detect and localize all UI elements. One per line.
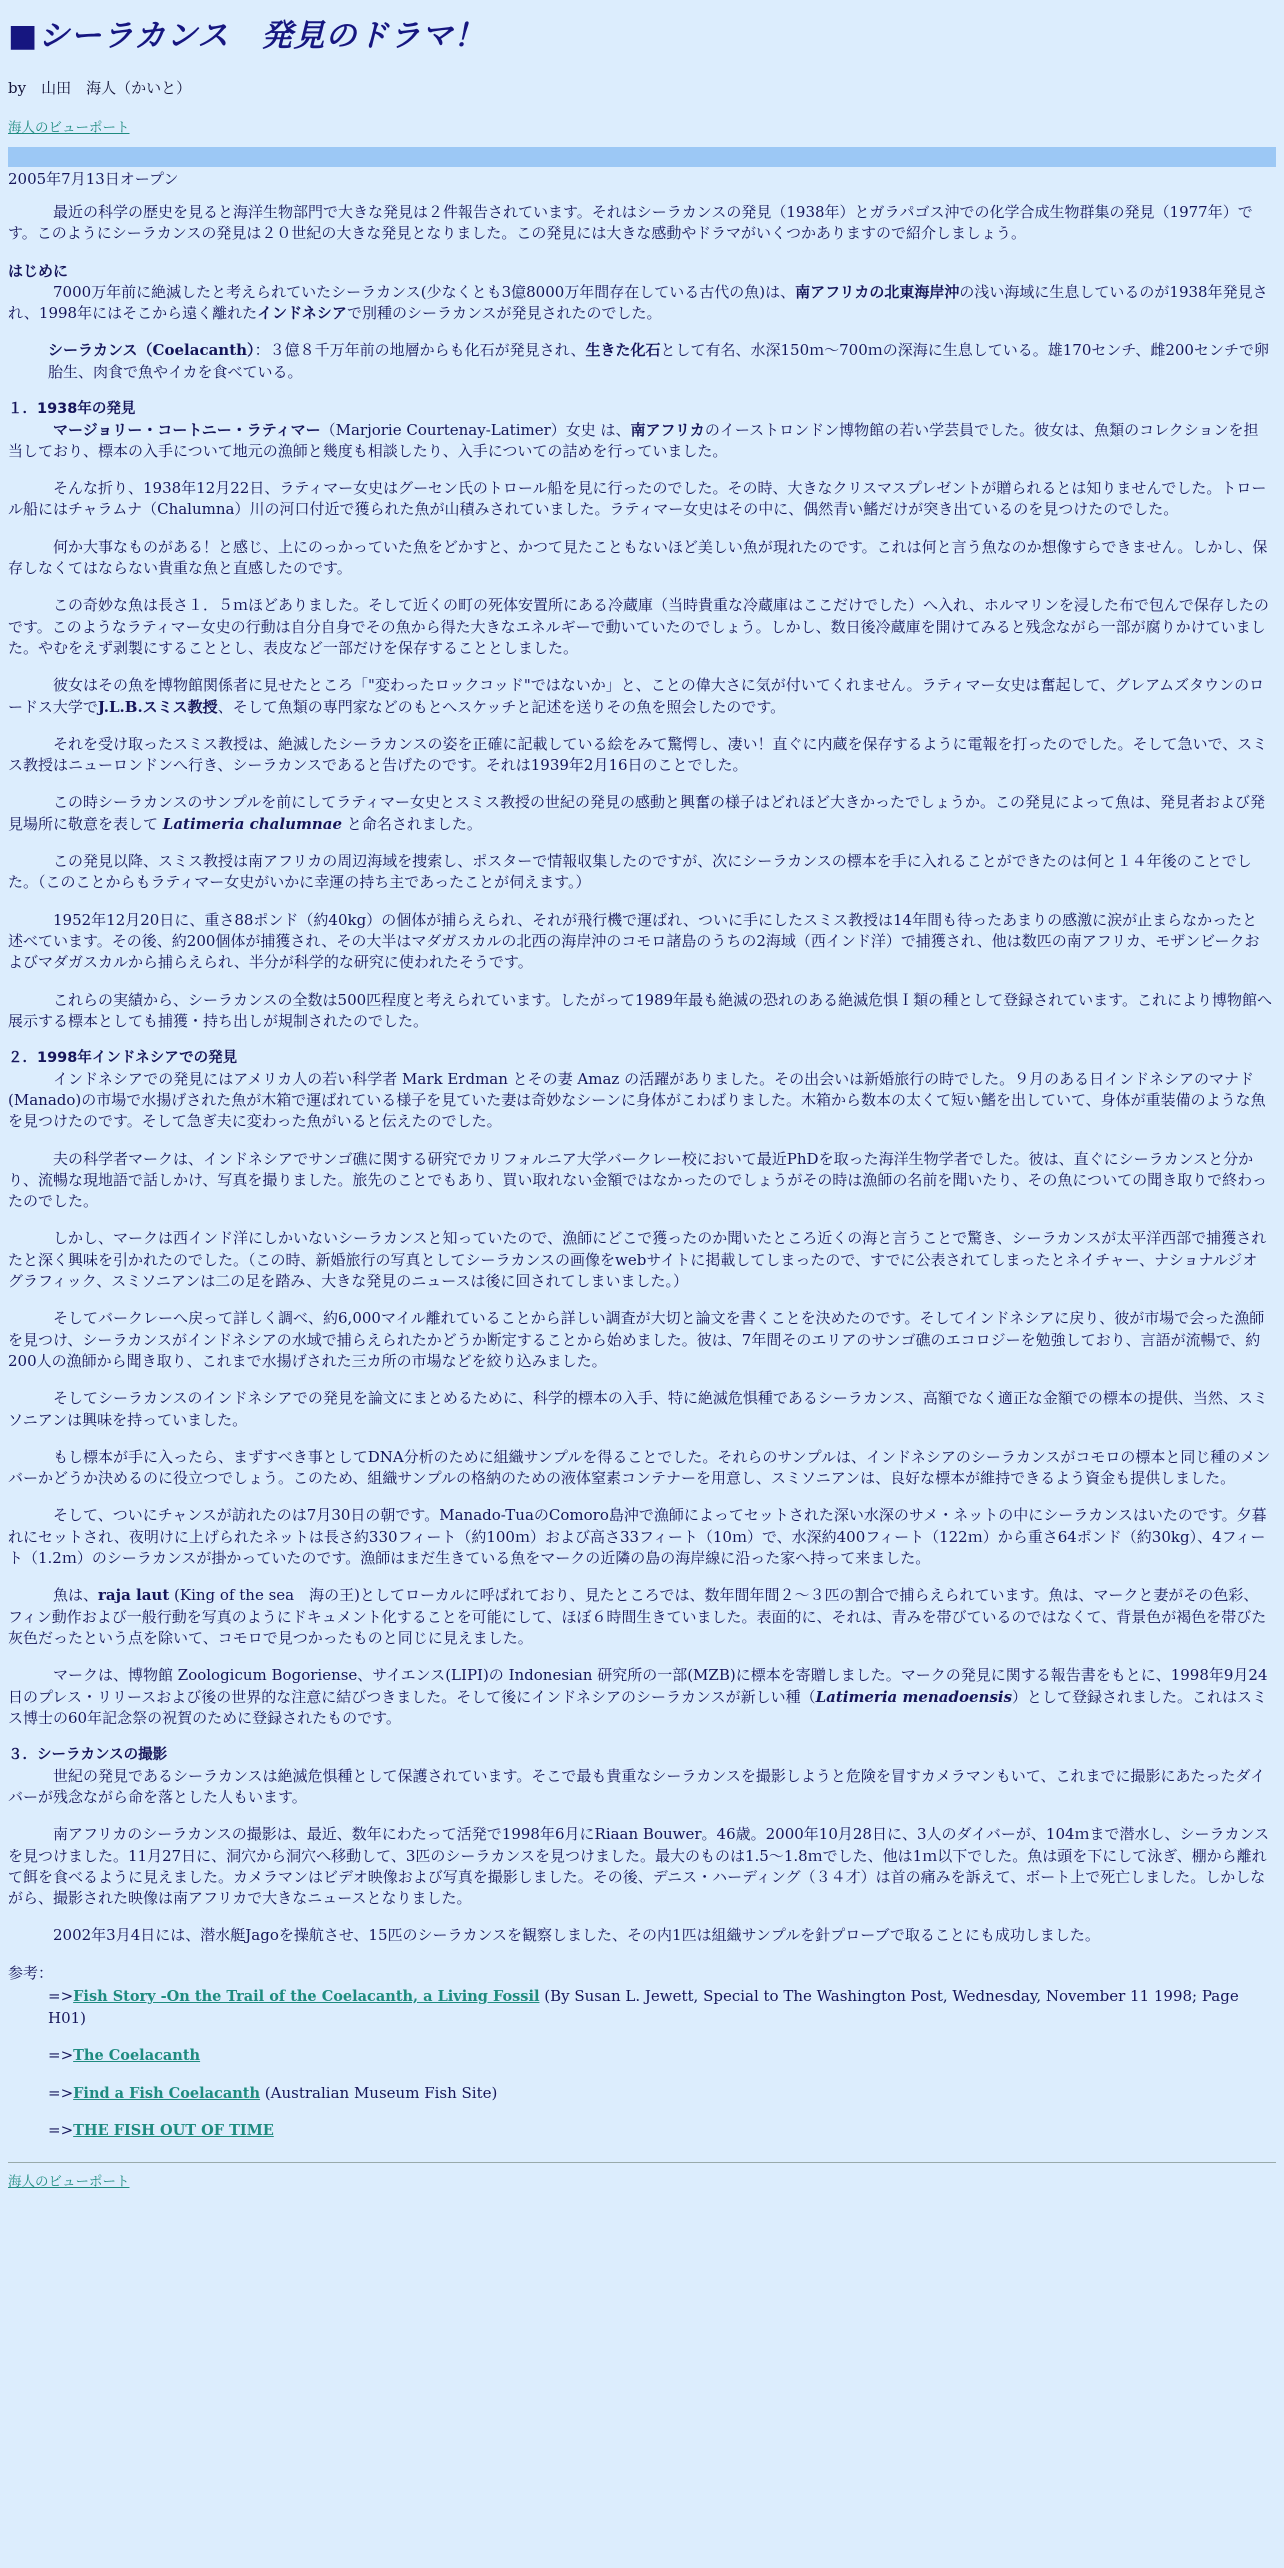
ref-prefix: =>: [48, 2121, 74, 2140]
text: この時シーラカンスのサンプルを前にしてラティマー女史とスミス教授の世紀の発見の感動と興奮の様子はどれほど大きかったでしょうか。この発見によって魚は、発見者および発見場所に敬意を表して: [8, 793, 1266, 833]
reference-note: (By Susan L. Jewett, Special to The Washington Post, Wednesday, November 11 1998; Page H01): [48, 1987, 1239, 2027]
sec2-paragraph-9: [8, 1665, 1276, 1729]
text: ）として登録されました。これはスミス博士の60年記念祭の祝賀のために登録されたものです。: [8, 1687, 1268, 1727]
viewport-link-top[interactable]: 海人のビューポート: [8, 120, 130, 137]
text: マークは、博物館 Zoologicum Bogoriense、サイエンス(LIPI)の Indonesian 研究所の一部(MZB)に標本を寄贈しました。マークの発見に関する報告書をもとに、1998年9月24日のプレス・リリースおよび後の世界的な注意に結びつきました。そして後にインドネシアのシーラカンスが新しい種（: [8, 1666, 1268, 1706]
text-bold: インドネシア: [257, 304, 347, 323]
page-title: ■シーラカンス 発見のドラマ！: [8, 18, 486, 54]
species-name: Latimeria menadoensis: [815, 1687, 1013, 1706]
sec1-paragraph-9: 1952年12月20日に、重さ88ポンド（約40kg）の個体が捕らえられ、それが飛行機で運ばれ、ついに手にしたスミス教授は14年間も待ったあまりの感激に涙が止まらなかったと述べています。その後、約200個体が捕獲され、その大半はマダガスカルの北西の海岸沖のコモロ諸島のうちの2海域（西インド洋）で捕獲され、他は数匹の南アフリカ、モザンビークおよびマダガスカルから捕らえられ、半分が科学的な研究に使われたそうです。: [8, 910, 1260, 972]
text: で別種のシーラカンスが発見されたのでした。: [346, 304, 662, 323]
hajimeni-paragraph-1: [8, 282, 1276, 325]
reference-item: [8, 2083, 1276, 2105]
text-bold: マージョリー・コートニー・ラティマー: [53, 420, 321, 439]
sec1-paragraph-7: [8, 792, 1276, 835]
reference-note: (Australian Museum Fish Site): [260, 2083, 498, 2102]
species-name: Latimeria chalumnae: [162, 814, 343, 833]
text: ：３億８千万年前の地層からも化石が発見され、: [254, 341, 586, 360]
section-intro: [8, 261, 1276, 383]
sec1-paragraph-2: そんな折り、1938年12月22日、ラティマー女史はグーセン氏のトロール船を見に行ったのでした。その時、大きなクリスマスプレゼントが贈られるとは知りませんでした。トロール船にはチャラムナ（Chalumna）川の河口付近で獲られた魚が山積みされていました。ラティマー女史はその中に、偶然青い鰭だけが突き出ているのを見つけたのでした。: [8, 479, 1267, 519]
sec2-paragraph-6: もし標本が手に入ったら、まずすべき事としてDNA分析のために組織サンプルを得ることでした。それらのサンプルは、インドネシアのシーラカンスがコモロの標本と同じ種のメンバーかどうか決めるのに役立つでしょう。このため、組織サンプルの格納のための液体窒素コンテナーを用意し、スミソニアンは、良好な標本が維持できるよう資金も提供しました。: [8, 1447, 1271, 1488]
text-bold: シーラカンス（Coelacanth）: [48, 341, 255, 360]
ref-prefix: =>: [48, 1987, 74, 2006]
section-filming: [8, 1745, 1276, 1947]
section-title-hajimeni: はじめに: [8, 261, 69, 280]
section-1938: [8, 399, 1276, 1032]
text-bold: 南アフリカ: [630, 420, 705, 439]
text: (King of the sea 海の王)としてローカルに呼ばれており、見たところでは、数年間年間２～３匹の割合で捕らえられています。魚は、マークと妻がその色彩、フィン動作および一般行動を写真のようにドキュメント化することを可能にして、ほぼ６時間生きていました。表面的に、それは、青みを帯びているのではなくて、背景色が褐色を帯びた灰色だったという点を除いて、コモロで見つかったものと同じに見えました。: [8, 1586, 1267, 1647]
text: 魚は、: [53, 1586, 99, 1605]
sec1-paragraph-8: この発見以降、スミス教授は南アフリカの周辺海域を捜索し、ポスターで情報収集したのですが、次にシーラカンスの標本を手に入れることができたのは何と１４年後のことでした。（このことからもラティマー女史がいかに幸運の持ち主であったことが伺えます。）: [8, 852, 1252, 892]
text-bold: raja laut: [98, 1586, 170, 1605]
sec3-paragraph-2: 南アフリカのシーラカンスの撮影は、最近、数年にわたって活発で1998年6月にRiaan Bouwer。46歳。2000年10月28日に、3人のダイバーが、104ｍまで潜水し、シーラカンスを見つけました。11月27日に、洞穴から洞穴へ移動して、3匹のシーラカンスを見つけました。最大のものは1.5～1.8ｍでした、他は1ｍ以下でした。魚は頭を下にして泳ぎ、棚から離れて餌を食べるように見えました。カメラマンはビデオ映像および写真を撮影しました。その後、デニス・ハーディング（３４才）は首の痛みを訴えて、ボート上で死亡しました。しかしながら、撮影された映像は南アフリカで大きなニュースとなりました。: [8, 1825, 1270, 1908]
section-1998: [8, 1048, 1276, 1729]
section-title-3: ３．シーラカンスの撮影: [8, 1747, 168, 1764]
divider-bar: [8, 147, 1276, 167]
sec1-paragraph-6: それを受け取ったスミス教授は、絶滅したシーラカンスの姿を正確に記載している絵をみて驚愕し、凄い！直ぐに内蔵を保存するように電報を打ったのでした。そして急いで、スミス教授はニューロンドンへ行き、シーラカンスであると告げたのです。それは1939年2月16日のことでした。: [8, 734, 1268, 775]
text-bold: 南アフリカの北東海岸沖: [795, 282, 960, 301]
hajimeni-paragraph-2: [8, 340, 1276, 383]
text-bold: J.L.B.スミス教授: [97, 697, 218, 716]
text-bold: 生きた化石: [585, 341, 661, 360]
sec1-paragraph-3: 何か大事なものがある！と感じ、上にのっかっていた魚をどかすと、かつて見たこともないほど美しい魚が現れたのです。これは何と言う魚なのか想像すらできません。しかし、保存しなくてはならない貴重な魚と直感したのです。: [8, 537, 1268, 578]
sec2-paragraph-5: そしてシーラカンスのインドネシアでの発見を論文にまとめるために、科学的標本の入手、特に絶滅危惧種であるシーラカンス、高額でなく適正な金額での標本の提供、当然、スミソニアンは興味を持っていました。: [8, 1389, 1268, 1429]
text: として有名、水深150ｍ～700ｍの深海に生息している。雄170センチ、雌200センチで卵胎生、肉食で魚やイカを食べている。: [48, 341, 1269, 381]
ref-prefix: =>: [48, 2045, 74, 2064]
references-title: 参考：: [8, 1963, 54, 1982]
viewport-link-bottom[interactable]: 海人のビューポート: [8, 2173, 130, 2190]
reference-item: [8, 1986, 1276, 2029]
text: の浅い海域に生息しているのが1938年発見され、1998年にはそこから遠く離れた: [8, 282, 1268, 323]
footer-divider: [8, 2162, 1276, 2163]
sec2-paragraph-1: インドネシアでの発見にはアメリカ人の若い科学者 Mark Erdman とその妻 Amaz の活躍がありました。その出会いは新婚旅行の時でした。９月のある日インドネシアのマナド(Manado)の市場で水揚げされた魚が木箱で運ばれている様子を見ていた妻は奇妙なシーンに身体がこわばりました。木箱から数本の太くて短い鰭を出していて、身体が重装備のような魚を見つけたのです。そして急ぎ夫に変わった魚がいると伝えたのでした。: [8, 1069, 1266, 1131]
sec2-paragraph-3: しかし、マークは西インド洋にしかいないシーラカンスと知っていたので、漁師にどこで獲ったのか聞いたところ近くの海と言うことで驚き、シーラカンスが太平洋西部で捕獲されたと深く興味を引かれたのでした。（この時、新婚旅行の写真としてシーラカンスの画像をwebサイトに掲載してしまったので、すでに公表されてしまったとネイチャー、ナショナルジオグラフィック、スミソニアンは二の足を踏み、大きな発見のニュースは後に回されてしまいました。）: [8, 1229, 1267, 1291]
intro-paragraph: 最近の科学の歴史を見ると海洋生物部門で大きな発見は２件報告されています。それはシーラカンスの発見（1938年）とガラパゴス沖での化学合成生物群集の発見（1977年）です。このようにシーラカンスの発見は２０世紀の大きな発見となりました。この発見には大きな感動やドラマがいくつかありますので紹介しましょう。: [8, 202, 1253, 243]
reference-item: [8, 2045, 1276, 2067]
text: 彼女はその魚を博物館関係者に見せたところ「"変わったロックコッド"ではないか」と、ことの偉大さに気が付いてくれません。ラティマー女史は奮起して、グレアムズタウンのロードス大学で: [8, 676, 1265, 716]
open-date: 2005年7月13日オープン: [8, 169, 179, 188]
sec1-paragraph-10: これらの実績から、シーラカンスの全数は500匹程度と考えられています。したがって1989年最も絶滅の恐れのある絶滅危惧Ｉ類の種として登録されています。これにより博物館へ展示する標本としても捕獲・持ち出しが規制されたのでした。: [8, 990, 1272, 1030]
reference-link-fish-story[interactable]: Fish Story -On the Trail of the Coelacanth, a Living Fossil: [73, 1988, 540, 2006]
text: 7000万年前に絶滅したと考えられていたシーラカンス(少なくとも3億8000万年間存在している古代の魚)は、: [53, 282, 796, 301]
sec2-paragraph-2: 夫の科学者マークは、インドネシアでサンゴ礁に関する研究でカリフォルニア大学バークレー校において最近PhDを取った海洋生物学者でした。彼は、直ぐにシーラカンスと分かり、流暢な現地語で話しかけ、写真を撮りました。旅先のことでもあり、買い取れない金額ではなかったのでしょうがその時は漁師の名前を聞いたり、その魚についての聞き取りで終わったのでした。: [8, 1149, 1267, 1211]
sec2-paragraph-7: そして、ついにチャンスが訪れたのは7月30日の朝です。Manado-TuaのComoro島沖で漁師によってセットされた深い水深のサメ・ネットの中にシーラカンスはいたのです。夕暮れにセットされ、夜明けに上げられたネットは長さ約330フィート（約100ｍ）および高さ33フィート（10ｍ）で、水深約400フィート（122ｍ）から重さ64ポンド（約30kg）、4フィート（1.2ｍ）のシーラカンスが掛かっていたのです。漁師はまだ生きている魚をマークの近隣の島の海岸線に沿った家へ持って来ました。: [8, 1506, 1267, 1568]
sec1-paragraph-5: [8, 675, 1276, 718]
sec2-paragraph-8: [8, 1585, 1276, 1649]
section-title-2: ２．1998年インドネシアでの発見: [8, 1050, 238, 1067]
text: 、そして魚類の専門家などのもとへスケッチと記述を送りその魚を照会したのです。: [217, 697, 786, 716]
sec2-paragraph-4: そしてバークレーへ戻って詳しく調べ、約6,000マイル離れていることから詳しい調査が大切と論文を書くことを決めたのです。そしてインドネシアに戻り、彼が市場で会った漁師を見つけ、シーラカンスがインドネシアの水域で捕らえられたかどうか断定することから始めました。彼は、7年間そのエリアのサンゴ礁のエコロジーを勉強しており、言語が流暢で、約200人の漁師から聞き取り、これまで水揚げされた三カ所の市場などを絞り込みました。: [8, 1309, 1265, 1370]
sec3-paragraph-3: 2002年3月4日には、潜水艇Jagoを操航させ、15匹のシーラカンスを観察しました、その内1匹は組織サンプルを針プローブで取ることにも成功しました。: [53, 1926, 1100, 1945]
text: のイーストロンドン博物館の若い学芸員でした。彼女は、魚類のコレクションを担当しており、標本の入手について地元の漁師と幾度も相談したり、入手についての詰めを行っていました。: [8, 420, 1259, 460]
text: （Marjorie Courtenay-Latimer）女史 は、: [320, 420, 631, 439]
reference-link-coelacanth[interactable]: The Coelacanth: [73, 2046, 201, 2064]
sec1-paragraph-1: [8, 420, 1276, 463]
reference-link-find-a-fish[interactable]: Find a Fish Coelacanth: [73, 2084, 261, 2102]
sec1-paragraph-4: この奇妙な魚は長さ１．５ｍほどありました。そして近くの町の死体安置所にある冷蔵庫（当時貴重な冷蔵庫はここだけでした）へ入れ、ホルマリンを浸した布で包んで保存したのです。このようなラティマー女史の行動は自分自身でその魚から得た大きなエネルギーで動いていたのでしょう。しかし、数日後冷蔵庫を開けてみると残念ながら一部が腐りかけていました。やむをえず剥製にすることとし、表皮など一部だけを保存することとしました。: [8, 596, 1269, 657]
references: [8, 1963, 1276, 2142]
reference-link-fish-out-of-time[interactable]: THE FISH OUT OF TIME: [73, 2122, 274, 2140]
reference-item: [8, 2120, 1276, 2142]
ref-prefix: =>: [48, 2083, 74, 2102]
sec3-paragraph-1: 世紀の発見であるシーラカンスは絶滅危惧種として保護されています。そこで最も貴重なシーラカンスを撮影しようと危険を冒すカメラマンもいて、これまでに撮影にあたったダイバーが残念ながら命を落とした人もいます。: [8, 1766, 1266, 1806]
byline: by 山田 海人（かいと）: [8, 79, 192, 98]
section-title-1: １．1938年の発見: [8, 400, 136, 417]
text: と命名されました。: [342, 814, 482, 833]
